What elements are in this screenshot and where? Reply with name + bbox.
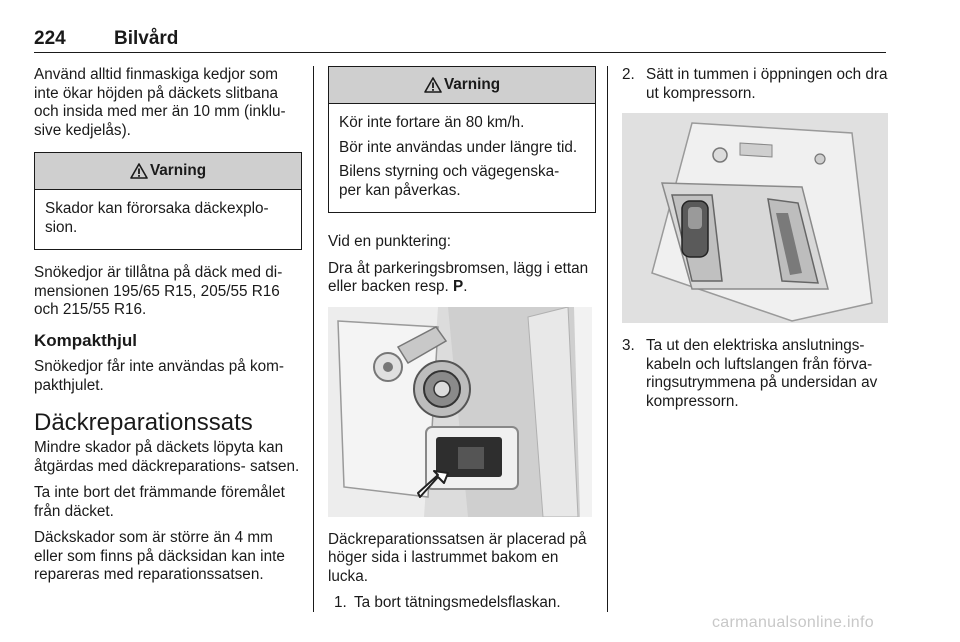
- warning-header: [35, 153, 301, 190]
- step-3: [622, 337, 890, 411]
- warning-box-explosion: [34, 152, 302, 250]
- warning-triangle-icon: [130, 163, 148, 179]
- warning-line-1: Kör inte fortare än 80 km/h.: [339, 114, 525, 131]
- column-1: [34, 66, 302, 593]
- warning-header: [329, 67, 595, 104]
- warning-title: Varning: [443, 75, 501, 93]
- warning-body: [35, 190, 301, 249]
- compressor-image: [622, 113, 888, 323]
- watermark: carmanualsonline.info: [712, 614, 874, 631]
- column-divider-2: [607, 66, 608, 612]
- warning-line-3: Bilens styrning och vägegenska- per kan påverkas.: [339, 163, 560, 199]
- warning-body: [329, 104, 595, 212]
- repair-paragraph-3: Däckskador som är större än 4 mm eller som finns på däcksidan kan inte repareras med reparationssatsen.: [34, 529, 285, 583]
- step-3-text: Ta ut den elektriska anslutnings- kabeln och luftslangen från förva- ringsutrymmena på undersidan av kompressorn.: [646, 337, 878, 410]
- step-3-number: 3.: [622, 337, 635, 354]
- kit-location-paragraph: Däckreparationssatsen är placerad på höger sida i lastrummet bakom en lucka.: [328, 530, 587, 585]
- gear-letter: P: [453, 278, 464, 295]
- trunk-compartment-image: [328, 307, 592, 517]
- warning-line-2: Bör inte användas under längre tid.: [339, 138, 578, 156]
- compact-wheel-paragraph: Snökedjor får inte användas på kom- pakthjulet.: [34, 358, 284, 394]
- page-number: 224: [34, 28, 66, 49]
- puncture-paragraph: [328, 260, 596, 297]
- step-1-number: 1.: [334, 594, 347, 611]
- step-1: [328, 594, 596, 613]
- step-2: [622, 66, 890, 103]
- warning-title: Varning: [149, 161, 207, 179]
- step-2-number: 2.: [622, 66, 635, 83]
- intro-paragraph: Använd alltid finmaskiga kedjor som inte ökar höjden på däckets slitbana och insida med mer än 10 mm (inklu- sive kedjelås).: [34, 66, 286, 139]
- puncture-text: Dra åt parkeringsbromsen, lägg i ettan eller backen resp.: [328, 259, 589, 295]
- gear-end: .: [463, 278, 468, 295]
- section-title: Bilvård: [114, 28, 179, 49]
- column-2: [328, 66, 596, 621]
- puncture-label: Vid en punktering:: [328, 233, 452, 250]
- page-header: [34, 26, 886, 53]
- compressor-illustration: [622, 113, 888, 323]
- column-3: [622, 66, 890, 419]
- step-1-text: Ta bort tätningsmedelsflaskan.: [354, 594, 561, 611]
- trunk-compartment-illustration: [328, 307, 592, 517]
- snow-chains-paragraph: Snökedjor är tillåtna på däck med di- mensionen 195/65 R15, 205/55 R16 och 215/55 R16.: [34, 264, 283, 318]
- warning-box-speed: [328, 66, 596, 213]
- column-divider-1: [313, 66, 314, 612]
- warning-triangle-icon: [424, 77, 442, 93]
- repair-kit-heading: Däckreparationssats: [34, 409, 253, 436]
- repair-paragraph-1: Mindre skador på däckets löpyta kan åtgärdas med däckreparations- satsen.: [34, 439, 300, 475]
- warning-text: Skador kan förorsaka däckexplo- sion.: [45, 200, 269, 236]
- step-2-text: Sätt in tummen i öppningen och dra ut kompressorn.: [646, 66, 888, 102]
- repair-paragraph-2: Ta inte bort det främmande föremålet från däcket.: [34, 484, 285, 520]
- compact-wheel-heading: Kompakthjul: [34, 330, 137, 350]
